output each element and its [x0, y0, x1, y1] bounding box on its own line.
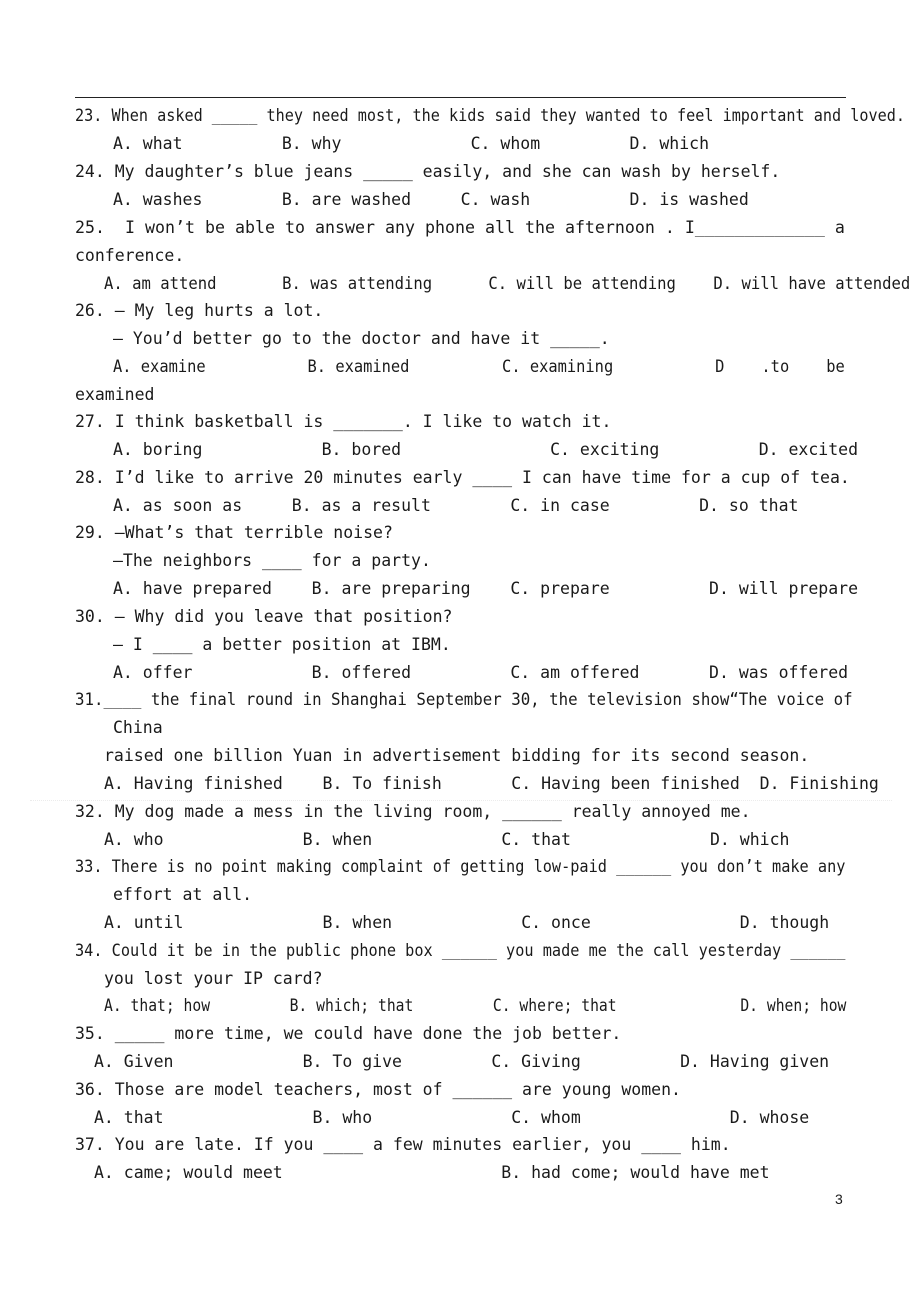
- text-line: you lost your IP card?: [104, 969, 323, 988]
- text-line: 34. Could it be in the public phone box ______ you made me the call yesterday ______: [75, 941, 846, 960]
- text-line: — You’d better go to the doctor and have it _____.: [113, 329, 610, 348]
- text-line: 24. My daughter’s blue jeans _____ easily, and she can wash by herself.: [75, 162, 781, 181]
- text-line: 23. When asked _____ they need most, the kids said they wanted to feel important and loved.: [75, 106, 905, 125]
- text-line: China: [113, 718, 163, 737]
- text-line: effort at all.: [113, 885, 253, 904]
- text-line: A. am attend B. was attending C. will be attending D. will have attended: [104, 274, 911, 293]
- text-line: 33. There is no point making complaint of getting low-paid ______ you don’t make any: [75, 857, 846, 876]
- header-rule: [75, 97, 846, 98]
- text-line: raised one billion Yuan in advertisement bidding for its second season.: [104, 746, 810, 765]
- text-line: A. that; how B. which; that C. where; that D. when; how: [104, 996, 847, 1015]
- text-line: A. until B. when C. once D. though: [104, 913, 830, 932]
- text-line: 36. Those are model teachers, most of ______ are young women.: [75, 1080, 681, 1099]
- text-line: A. as soon as B. as a result C. in case D. so that: [113, 496, 799, 515]
- text-line: 28. I’d like to arrive 20 minutes early ____ I can have time for a cup of tea.: [75, 468, 850, 487]
- text-line: 29. —What’s that terrible noise?: [75, 523, 393, 542]
- text-line: A. boring B. bored C. exciting D. excited: [113, 440, 859, 459]
- text-line: A. that B. who C. whom D. whose: [94, 1108, 810, 1127]
- text-line: A. came; would meet B. had come; would have met: [94, 1163, 770, 1182]
- text-line: 27. I think basketball is _______. I like to watch it.: [75, 412, 612, 431]
- text-line: A. who B. when C. that D. which: [104, 830, 790, 849]
- text-line: A. washes B. are washed C. wash D. is washed: [113, 190, 749, 209]
- text-line: —The neighbors ____ for a party.: [113, 551, 431, 570]
- text-line: 26. — My leg hurts a lot.: [75, 301, 324, 320]
- text-line: — I ____ a better position at IBM.: [113, 635, 451, 654]
- text-line: examined: [75, 385, 155, 404]
- text-line: 25. I won’t be able to answer any phone all the afternoon . I_____________ a: [75, 218, 845, 237]
- text-line: 30. — Why did you leave that position?: [75, 607, 453, 626]
- text-line: 35. _____ more time, we could have done the job better.: [75, 1024, 622, 1043]
- text-line: 31.____ the final round in Shanghai September 30, the television show“The voice of: [75, 690, 853, 709]
- text-line: A. have prepared B. are preparing C. prepare D. will prepare: [113, 579, 859, 598]
- text-line: 37. You are late. If you ____ a few minutes earlier, you ____ him.: [75, 1135, 731, 1154]
- text-line: A. Having finished B. To finish C. Having been finished D. Finishing: [104, 774, 879, 793]
- text-line: conference.: [75, 246, 185, 265]
- text-line: A. examine B. examined C. examining D .to be: [113, 357, 845, 376]
- text-line: A. Given B. To give C. Giving D. Having given: [94, 1052, 830, 1071]
- text-line: A. what B. why C. whom D. which: [113, 134, 710, 153]
- text-line: 32. My dog made a mess in the living room, ______ really annoyed me.: [75, 802, 751, 821]
- page-number: 3: [835, 1191, 843, 1207]
- text-line: A. offer B. offered C. am offered D. was offered: [113, 663, 849, 682]
